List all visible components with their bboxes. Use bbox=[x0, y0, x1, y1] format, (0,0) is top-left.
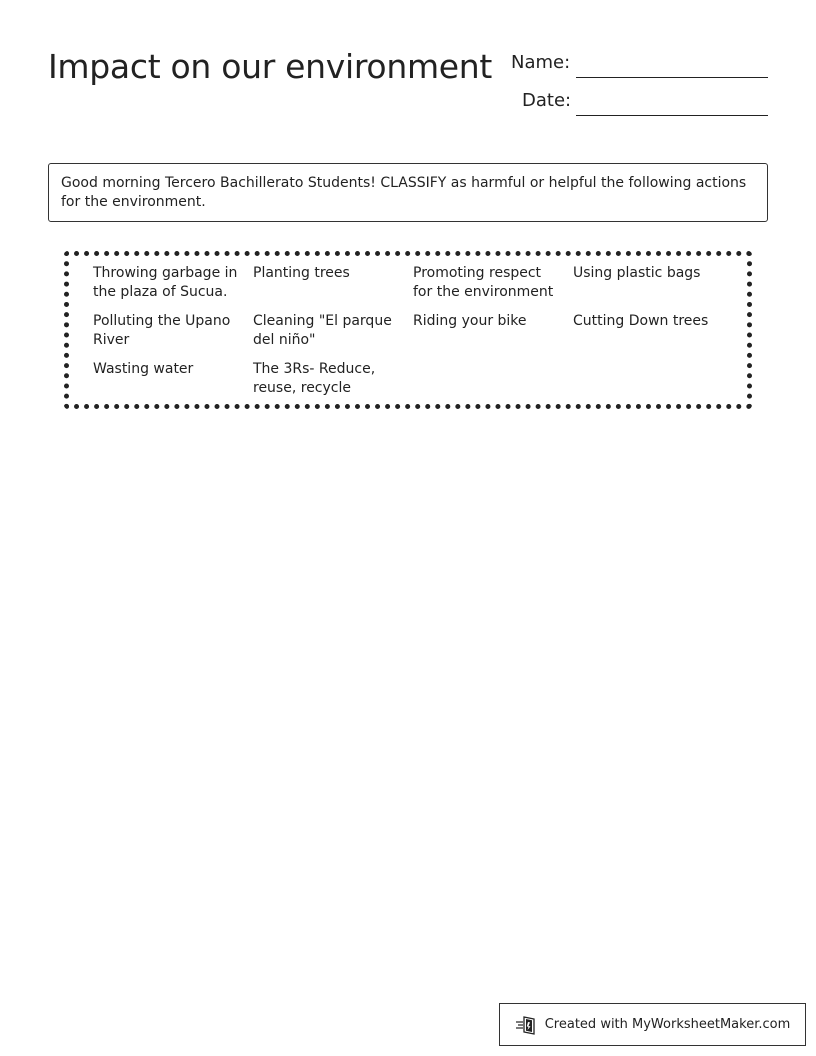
date-label: Date: bbox=[522, 90, 572, 111]
instructions-text: Good morning Tercero Bachillerato Students! CLASSIFY as harmful or helpful the following actions for the environment. bbox=[61, 175, 747, 210]
instructions-box bbox=[48, 163, 768, 222]
word-bank-item: Using plastic bags bbox=[573, 265, 701, 281]
date-line[interactable] bbox=[576, 115, 768, 116]
word-bank-item: Cutting Down trees bbox=[573, 313, 709, 329]
footer-text: Created with MyWorksheetMaker.com bbox=[544, 1017, 791, 1032]
word-bank-item: Planting trees bbox=[253, 265, 350, 281]
word-bank-item: Throwing garbage in the plaza of Sucua. bbox=[93, 265, 238, 300]
word-bank-item: Promoting respect for the environment bbox=[413, 265, 554, 300]
name-line[interactable] bbox=[576, 77, 768, 78]
word-bank-item: Cleaning "El parque del niño" bbox=[253, 313, 392, 348]
word-bank-item: Riding your bike bbox=[413, 313, 527, 329]
word-bank-item: Polluting the Upano River bbox=[93, 313, 231, 348]
worksheet-title: Impact on our environment bbox=[48, 47, 493, 86]
word-bank-item: The 3Rs- Reduce, reuse, recycle bbox=[253, 361, 376, 396]
word-bank-item: Wasting water bbox=[93, 361, 194, 377]
footer-credit[interactable] bbox=[499, 1003, 806, 1046]
book-speed-icon bbox=[515, 1014, 539, 1036]
name-label: Name: bbox=[511, 52, 571, 73]
